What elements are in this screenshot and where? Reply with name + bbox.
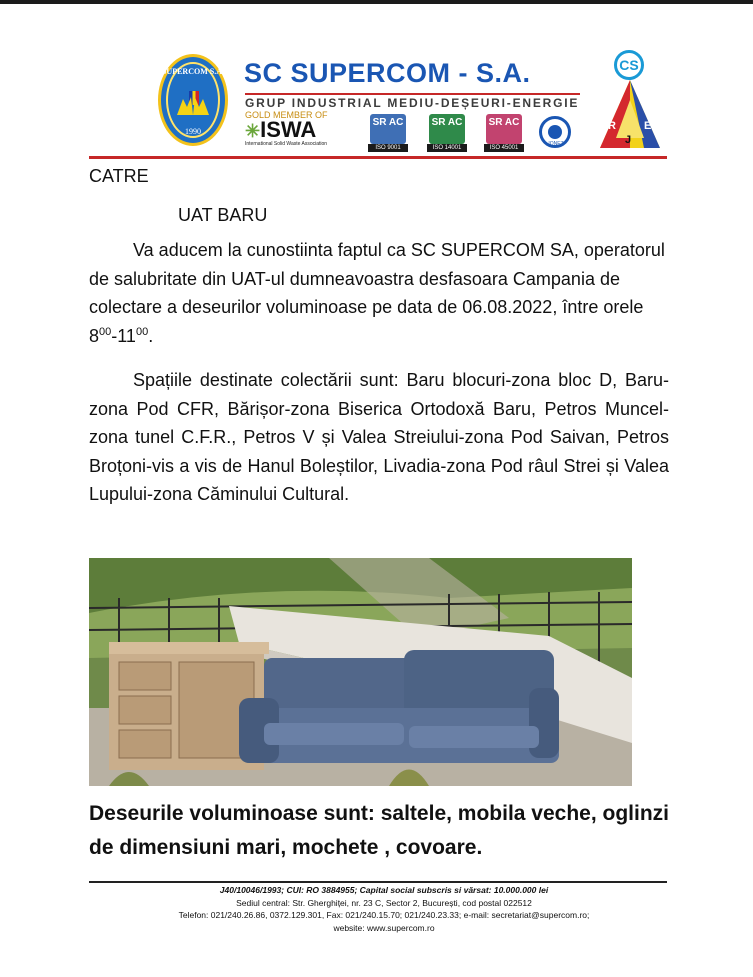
footer-contact: Telefon: 021/240.26.86, 0372.129.301, Fax: 021/240.15.70; 021/240.23.33; e-mail: secretariat@supercom.ro;	[178, 910, 590, 920]
cert-label: SR AC	[431, 117, 463, 128]
iswa-text: ISWA	[260, 117, 317, 142]
paragraph-locations	[89, 366, 669, 509]
cert-iso: ISO 9001	[368, 144, 408, 152]
salutation-to: CATRE	[89, 166, 149, 186]
top-border	[0, 0, 753, 4]
footer-registration: J40/10046/1993; CUI: RO 3884955; Capital social subscris si vărsat: 10.000.000 lei	[219, 885, 549, 895]
iqnet-logo	[539, 116, 571, 148]
paragraph-campaign	[89, 236, 669, 350]
paragraph-campaign-text: Va aducem la cunostiinta faptul ca SC SUPERCOM SA, operatorul de salubritate din UAT-ul dumneavoastra desfasoara Campania de colectare a deseurilor voluminoase pe data de 06.08.2022, între orele 8	[89, 240, 665, 346]
footer-divider	[89, 881, 667, 883]
header-divider	[89, 156, 667, 159]
iqnet-icon	[548, 125, 562, 139]
time-end-sup: 00	[135, 325, 149, 338]
recipient: UAT BARU	[178, 205, 268, 225]
logo-letter-r: R	[608, 120, 616, 132]
iswa-subtitle: International Solid Waste Association	[245, 141, 328, 147]
time-start-sup: 00	[99, 325, 112, 338]
logo-letter-j: J	[625, 134, 632, 146]
footer-website: website: www.supercom.ro	[333, 923, 435, 933]
group-tagline: GRUP INDUSTRIAL MEDIU-DEȘEURI-ENERGIE	[245, 93, 580, 113]
iqnet-text: IQNET	[548, 141, 564, 147]
bulky-waste-note: Deseurile voluminoase sunt: saltele, mobila veche, oglinzi de dimensiuni mari, mochete , covoare.	[89, 802, 670, 859]
cert-label: SR AC	[372, 117, 404, 128]
cert-badge-iso45001	[486, 114, 522, 151]
seal-text: SUPERCOM S.A.	[161, 67, 224, 76]
bulky-waste-photo	[89, 558, 632, 786]
cert-badge-iso14001	[429, 114, 465, 151]
supercom-seal-logo	[158, 54, 228, 146]
paragraph-end: .	[148, 325, 154, 346]
cert-iso: ISO 14001	[427, 144, 467, 152]
logo-letter-e: E	[644, 120, 652, 132]
seal-year: 1990	[185, 127, 201, 136]
bulky-waste-illustration	[89, 558, 632, 786]
gold-member-label: GOLD MEMBER OF	[245, 110, 328, 120]
time-separator: -11	[111, 325, 136, 346]
cert-badge-iso9001	[370, 114, 406, 151]
cs-letters: CS	[614, 50, 644, 80]
footer-address: Sediul central: Str. Gherghiței, nr. 23 C, Sector 2, București, cod postal 022512	[236, 898, 532, 908]
cert-iso: ISO 45001	[484, 144, 524, 152]
iswa-logo: ✳ISWA	[245, 117, 317, 142]
company-name: SC SUPERCOM - S.A.	[244, 58, 531, 88]
lions-emblem-icon	[175, 93, 211, 117]
cs-rje-logo	[598, 50, 662, 150]
paragraph-locations-text: Spațiile destinate colectării sunt: Baru blocuri-zona bloc D, Baru-zona Pod CFR, Bărișor-zona Biserica Ortodoxă Baru, Petros Muncel-zona tunel C.F.R., Petros V și Valea Streiului-zona Pod Saivan, Petros Broțoni-vis a vis de Hanul Boleștilor, Livadia-zona Pod râul Strei și Valea Lupului-zona Căminului Cultural.	[89, 370, 669, 504]
cert-label: SR AC	[488, 117, 520, 128]
